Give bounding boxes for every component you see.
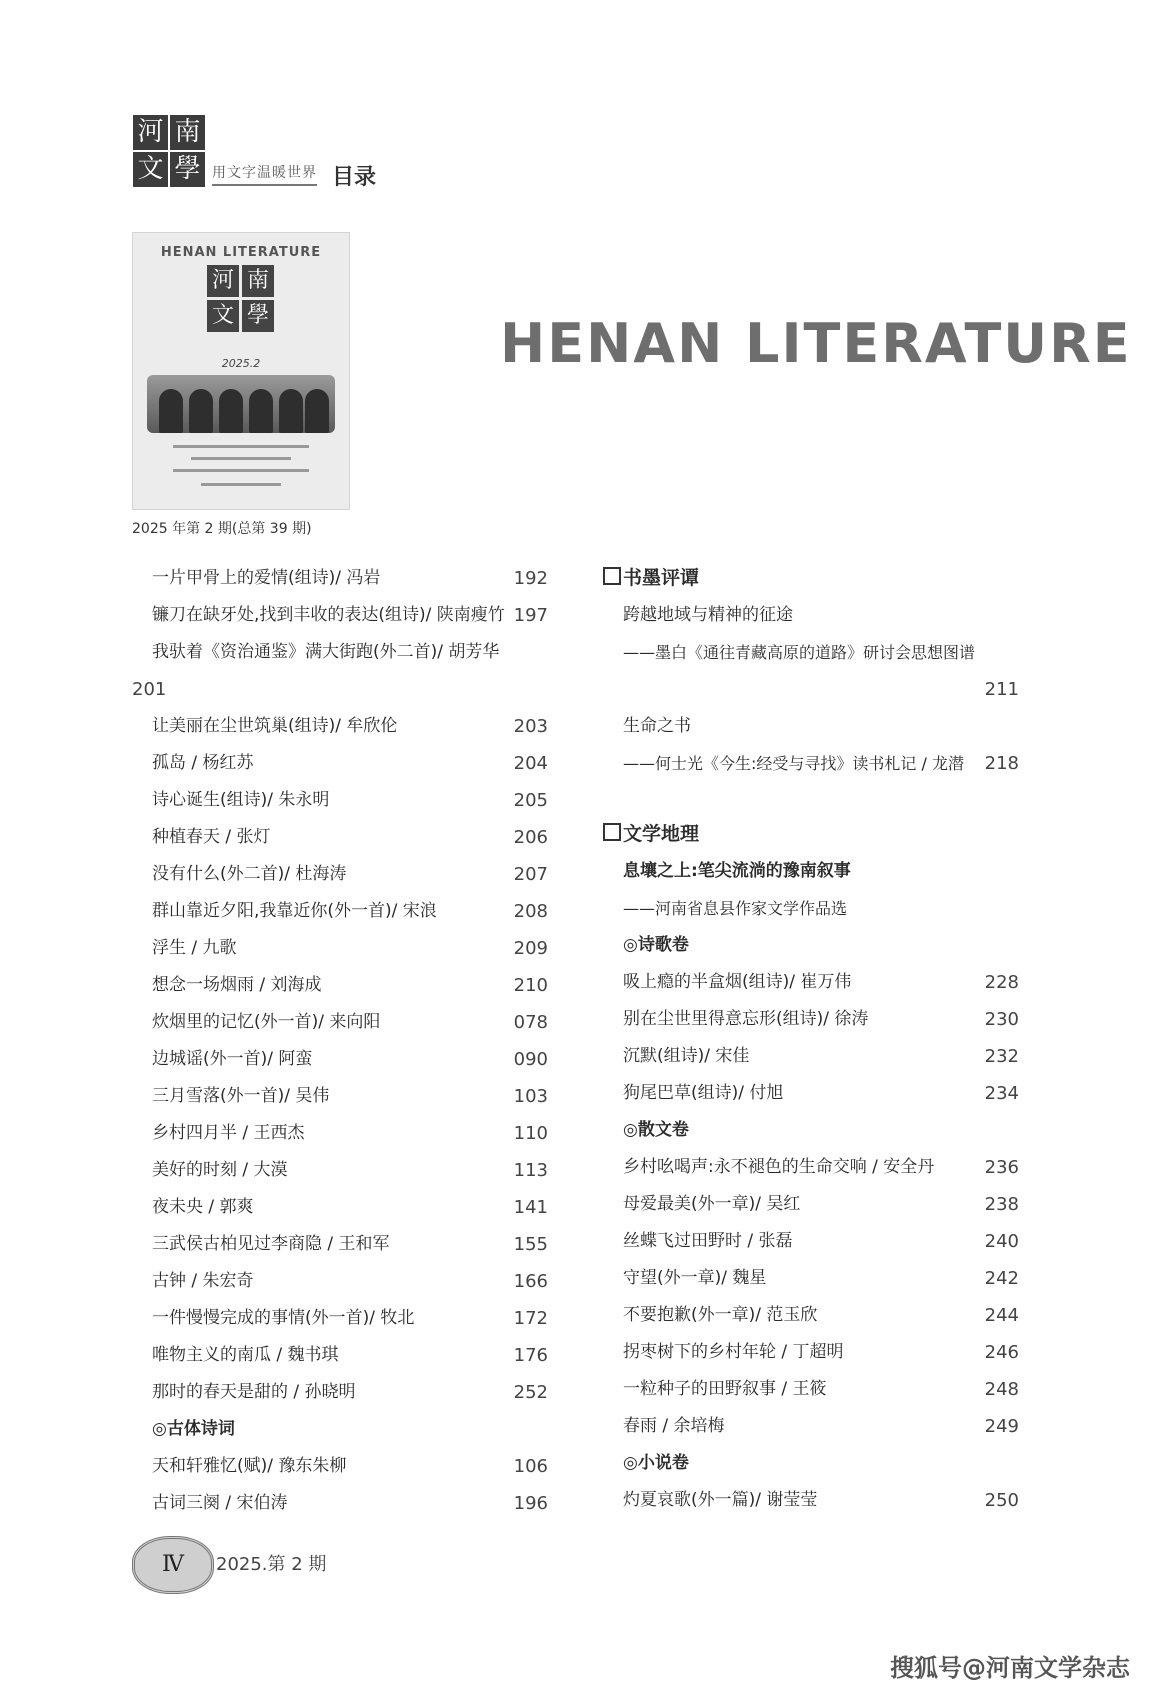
toc-subsection: ◎散文卷 <box>623 1120 689 1140</box>
cover-text-line <box>201 483 281 486</box>
cover-text-line <box>173 445 309 448</box>
toc-entry[interactable]: 孤岛 / 杨红苏 204 <box>152 753 548 774</box>
feature-subtitle: ——河南省息县作家文学作品选 <box>623 899 848 918</box>
cover-logo-char: 文 <box>207 300 239 332</box>
watermark: 搜狐号@河南文学杂志 <box>890 1654 1130 1682</box>
toc-subsection: ◎诗歌卷 <box>623 935 689 955</box>
toc-entry[interactable]: 灼夏哀歌(外一篇)/ 谢莹莹 250 <box>623 1490 1019 1511</box>
cover-logo-char: 河 <box>207 265 239 297</box>
toc-entry[interactable]: 群山靠近夕阳,我靠近你(外一首)/ 宋浪 208 <box>152 901 548 922</box>
toc-entry[interactable]: 不要抱歉(外一章)/ 范玉欣 244 <box>623 1305 1019 1326</box>
logo-char: 文 <box>133 152 168 187</box>
toc-entry-page: 211 <box>984 679 1019 700</box>
toc-entry[interactable]: 浮生 / 九歌 209 <box>152 938 548 959</box>
cover-issue: 2025.2 <box>221 357 261 370</box>
toc-entry[interactable]: 一件慢慢完成的事情(外一首)/ 牧北 172 <box>152 1308 548 1329</box>
cover-text-line <box>191 457 291 460</box>
toc-entry[interactable]: 夜未央 / 郭爽 141 <box>152 1197 548 1218</box>
toc-entry[interactable]: 一片甲骨上的爱情(组诗)/ 冯岩 192 <box>152 568 548 589</box>
toc-right-column <box>603 560 1019 1519</box>
toc-entry[interactable]: 古词三阕 / 宋伯涛 196 <box>152 1493 548 1514</box>
toc-entry[interactable]: 一粒种子的田野叙事 / 王筱 248 <box>623 1379 1019 1400</box>
magazine-logo <box>133 115 205 187</box>
toc-entry[interactable]: 那时的春天是甜的 / 孙晓明 252 <box>152 1382 548 1403</box>
section-heading: 书墨评谭 <box>603 560 1019 597</box>
toc-entry[interactable]: 种植春天 / 张灯 206 <box>152 827 548 848</box>
logo-char: 河 <box>133 115 168 150</box>
toc-subsection: ◎小说卷 <box>623 1453 689 1473</box>
square-icon <box>603 567 621 585</box>
feature-title[interactable]: 息壤之上:笔尖流淌的豫南叙事 <box>623 861 851 881</box>
toc-entry[interactable]: 想念一场烟雨 / 刘海成 210 <box>152 975 548 996</box>
toc-entry[interactable]: 拐枣树下的乡村年轮 / 丁超明 246 <box>623 1342 1019 1363</box>
toc-entry[interactable]: 三月雪落(外一首)/ 吴伟 103 <box>152 1086 548 1107</box>
cover-logo <box>207 265 275 333</box>
toc-entry[interactable]: 美好的时刻 / 大漠 113 <box>152 1160 548 1181</box>
toc-entry[interactable]: 狗尾巴草(组诗)/ 付旭 234 <box>623 1083 1019 1104</box>
toc-entry[interactable]: 让美丽在尘世筑巢(组诗)/ 牟欣伦 203 <box>152 716 548 737</box>
toc-entry[interactable]: 守望(外一章)/ 魏星 242 <box>623 1268 1019 1289</box>
toc-entry[interactable]: 丝蝶飞过田野时 / 张磊 240 <box>623 1231 1019 1252</box>
toc-entry[interactable]: 没有什么(外二首)/ 杜海涛 207 <box>152 864 548 885</box>
toc-entry[interactable]: 母爱最美(外一章)/ 吴红 238 <box>623 1194 1019 1215</box>
slogan: 用文字温暖世界 <box>212 162 317 186</box>
toc-entry[interactable]: 沉默(组诗)/ 宋佳 232 <box>623 1046 1019 1067</box>
cover-logo-char: 南 <box>242 265 274 297</box>
issue-line: 2025 年第 2 期(总第 39 期) <box>132 521 312 537</box>
toc-left-column <box>132 560 548 1522</box>
toc-entry[interactable]: 别在尘世里得意忘形(组诗)/ 徐涛 230 <box>623 1009 1019 1030</box>
page-number-badge: Ⅳ <box>132 1536 214 1594</box>
toc-entry[interactable]: 诗心诞生(组诗)/ 朱永明 205 <box>152 790 548 811</box>
toc-entry[interactable]: 春雨 / 余培梅 249 <box>623 1416 1019 1437</box>
cover-logo-char: 學 <box>242 300 274 332</box>
toc-label: 目录 <box>332 165 377 190</box>
toc-entry[interactable]: 吸上瘾的半盒烟(组诗)/ 崔万伟 228 <box>623 972 1019 993</box>
toc-entry[interactable]: 边城谣(外一首)/ 阿蛮 090 <box>152 1049 548 1070</box>
toc-entry[interactable]: 镰刀在缺牙处,找到丰收的表达(组诗)/ 陕南瘦竹 197 <box>152 605 548 626</box>
footer-issue: 2025.第 2 期 <box>216 1554 327 1575</box>
toc-entry[interactable]: 天和轩雅忆(赋)/ 豫东朱柳 106 <box>152 1456 548 1477</box>
big-title: HENAN LITERATURE <box>500 312 1132 375</box>
cover-image <box>132 232 350 510</box>
logo-char: 學 <box>170 152 205 187</box>
toc-entry[interactable]: 唯物主义的南瓜 / 魏书琪 176 <box>152 1345 548 1366</box>
toc-entry-subtitle: ——墨白《通往青藏高原的道路》研讨会思想图谱 <box>623 643 976 662</box>
cover-title: HENAN LITERATURE <box>160 245 322 260</box>
toc-entry[interactable]: 乡村四月半 / 王西杰 110 <box>152 1123 548 1144</box>
toc-entry[interactable]: 生命之书 <box>623 716 691 736</box>
section-heading: 文学地理 <box>603 816 1019 853</box>
toc-entry[interactable]: 三武侯古柏见过李商隐 / 王和军 155 <box>152 1234 548 1255</box>
toc-entry[interactable]: 炊烟里的记忆(外一首)/ 来向阳 078 <box>152 1012 548 1033</box>
toc-entry[interactable]: 我驮着《资治通鉴》满大街跑(外二首)/ 胡芳华 <box>152 642 500 662</box>
toc-entry[interactable]: 古钟 / 朱宏奇 166 <box>152 1271 548 1292</box>
toc-entry-page-wrap: 201 <box>132 679 167 700</box>
cover-photo <box>147 375 335 433</box>
toc-entry[interactable]: 跨越地域与精神的征途 <box>623 605 793 625</box>
cover-text-line <box>173 469 309 472</box>
toc-subsection: ◎古体诗词 <box>152 1419 235 1439</box>
toc-entry[interactable]: 乡村吆喝声:永不褪色的生命交响 / 安全丹 236 <box>623 1157 1019 1178</box>
toc-entry-subtitle: ——何士光《今生:经受与寻找》读书札记 / 龙潜 218 <box>623 753 1019 774</box>
logo-char: 南 <box>170 115 205 150</box>
square-icon <box>603 823 621 841</box>
